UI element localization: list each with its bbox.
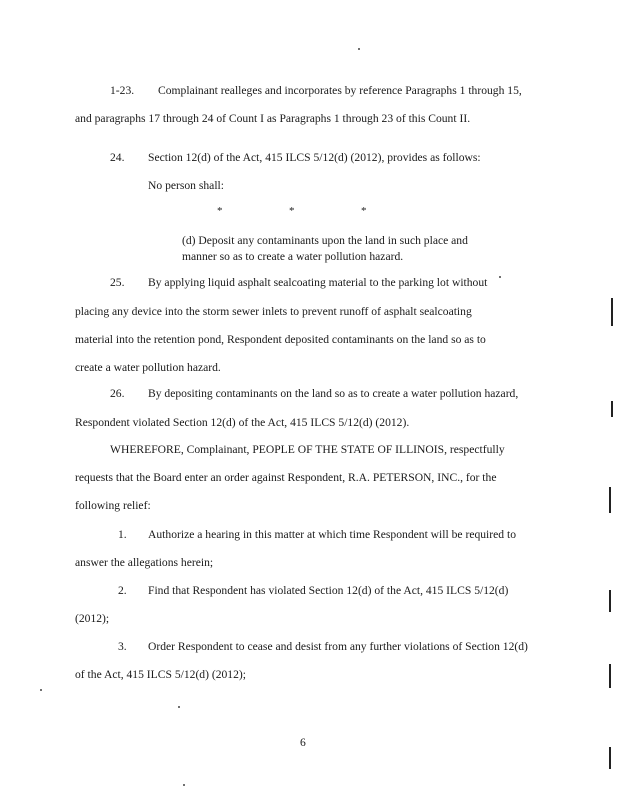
paragraph-number: 24. xyxy=(110,151,125,164)
body-text: WHEREFORE, Complainant, PEOPLE OF THE STATE OF ILLINOIS, respectfully xyxy=(110,443,505,456)
paragraph-number: 25. xyxy=(110,276,125,289)
scan-speck xyxy=(178,706,180,708)
body-text: answer the allegations herein; xyxy=(75,556,214,569)
body-text: following relief: xyxy=(75,499,151,512)
quoted-statute: (d) Deposit any contaminants upon the land in such place and xyxy=(182,234,468,247)
body-text: of the Act, 415 ILCS 5/12(d) (2012); xyxy=(75,668,246,681)
scan-margin-mark xyxy=(609,747,611,769)
scan-speck xyxy=(358,48,360,50)
relief-number: 2. xyxy=(118,584,127,597)
body-text: and paragraphs 17 through 24 of Count I as Paragraphs 1 through 23 of this Count II. xyxy=(75,112,471,125)
page-number: 6 xyxy=(300,736,306,749)
body-text: Order Respondent to cease and desist from any further violations of Section 12(d) xyxy=(148,640,528,653)
scan-margin-mark xyxy=(609,664,611,688)
body-text: (2012); xyxy=(75,612,110,625)
paragraph-number: 1-23. xyxy=(110,84,135,97)
body-text: By depositing contaminants on the land so as to create a water pollution hazard, xyxy=(148,387,519,400)
scan-margin-mark xyxy=(609,590,611,612)
body-text: create a water pollution hazard. xyxy=(75,361,221,374)
body-text: requests that the Board enter an order against Respondent, R.A. PETERSON, INC., for the xyxy=(75,471,497,484)
body-text: No person shall: xyxy=(148,179,224,192)
body-text: By applying liquid asphalt sealcoating material to the parking lot without xyxy=(148,276,488,289)
body-text: Authorize a hearing in this matter at which time Respondent will be required to xyxy=(148,528,516,541)
body-text: material into the retention pond, Respondent deposited contaminants on the land so as to xyxy=(75,333,486,346)
relief-number: 3. xyxy=(118,640,127,653)
quoted-statute: manner so as to create a water pollution hazard. xyxy=(182,250,404,263)
scan-speck xyxy=(183,784,185,786)
body-text: Complainant realleges and incorporates by reference Paragraphs 1 through 15, xyxy=(158,84,522,97)
body-text: Section 12(d) of the Act, 415 ILCS 5/12(d) (2012), provides as follows: xyxy=(148,151,481,164)
scan-margin-mark xyxy=(611,401,613,417)
ellipsis-star: * xyxy=(361,205,367,217)
body-text: Respondent violated Section 12(d) of the Act, 415 ILCS 5/12(d) (2012). xyxy=(75,416,410,429)
scan-speck xyxy=(40,689,42,691)
body-text: Find that Respondent has violated Section 12(d) of the Act, 415 ILCS 5/12(d) xyxy=(148,584,509,597)
scan-margin-mark xyxy=(609,487,611,513)
ellipsis-star: * xyxy=(217,205,223,217)
ellipsis-star: * xyxy=(289,205,295,217)
paragraph-number: 26. xyxy=(110,387,125,400)
scan-speck xyxy=(499,276,501,278)
scan-margin-mark xyxy=(611,298,613,326)
body-text: placing any device into the storm sewer inlets to prevent runoff of asphalt sealcoating xyxy=(75,305,472,318)
relief-number: 1. xyxy=(118,528,127,541)
